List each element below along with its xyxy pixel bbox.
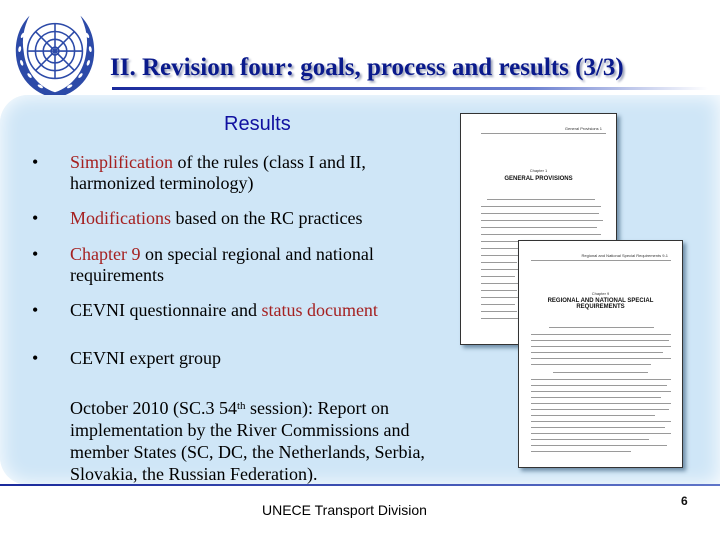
results-heading: Results	[224, 113, 291, 135]
doc-text-line	[487, 199, 595, 200]
doc-text-line	[531, 397, 661, 398]
doc-text-line	[531, 409, 669, 410]
page-number: 6	[681, 494, 688, 508]
doc-text-line	[531, 445, 667, 446]
doc-heading: GENERAL PROVISIONS	[504, 176, 573, 182]
bullet-rest: on special regional and national requirements	[70, 244, 374, 285]
slide-title: II. Revision four: goals, process and results (3/3)	[110, 54, 624, 81]
bullet-dot: •	[32, 152, 39, 172]
doc-text-line	[481, 234, 601, 235]
doc-text-line	[481, 248, 521, 249]
bullet-text	[70, 348, 450, 369]
bullet-text	[70, 244, 450, 286]
doc-text-line	[531, 346, 671, 347]
footer-text: UNECE Transport Division	[262, 502, 427, 518]
doc-text-line	[531, 427, 665, 428]
doc-text-line	[531, 340, 669, 341]
doc-text-line	[531, 403, 671, 404]
doc-text-line	[531, 421, 671, 422]
doc-text-line	[531, 451, 631, 452]
doc-text-line	[481, 213, 599, 214]
bullet-prefix: CEVNI questionnaire and	[70, 300, 262, 320]
doc-text-line	[481, 255, 519, 256]
doc-text-line	[481, 206, 601, 207]
doc-text-line	[481, 276, 515, 277]
doc-text-line	[481, 220, 603, 221]
bullet-dot: •	[32, 244, 39, 264]
doc-text-line	[531, 364, 651, 365]
doc-text-line	[531, 385, 667, 386]
doc-header: General Provisions 1	[564, 126, 602, 131]
doc-text-line	[481, 297, 521, 298]
bullet-highlight: Chapter 9	[70, 244, 141, 264]
footer-rule	[0, 484, 720, 486]
doc-text-line	[481, 269, 521, 270]
note-before: October 2010 (SC.3 54	[70, 398, 237, 418]
doc-heading: REGIONAL AND NATIONAL SPECIAL REQUIREMENTS	[547, 298, 654, 310]
doc-rule	[531, 260, 671, 261]
doc-text-line	[549, 327, 654, 328]
doc-text-line	[481, 311, 517, 312]
doc-text-line	[531, 334, 671, 335]
bullet-highlight: Simplification	[70, 152, 173, 172]
doc-text-line	[553, 372, 648, 373]
doc-rule	[481, 133, 606, 134]
doc-text-line	[531, 358, 671, 359]
bullet-dot: •	[32, 348, 39, 368]
doc-chapter: Chapter 1	[529, 168, 548, 173]
doc-text-line	[531, 439, 649, 440]
doc-header: Regional and National Special Requirements 9-1	[581, 253, 668, 258]
note-after: session): Report on implementation by the River Commissions and member States (SC, DC, the Netherlands, Serbia, Slovakia, the Russian Federation).	[70, 398, 425, 484]
doc-text-line	[481, 283, 519, 284]
doc-text-line	[531, 415, 655, 416]
document-thumbnail-chapter-9	[518, 240, 683, 468]
doc-text-line	[481, 227, 597, 228]
bullet-dot: •	[32, 208, 39, 228]
doc-text-line	[481, 318, 519, 319]
bullet-text	[70, 208, 450, 229]
bullet-highlight: status document	[261, 300, 378, 320]
bullet-text	[70, 300, 450, 321]
doc-chapter: Chapter 9	[591, 291, 610, 296]
doc-text-line	[531, 433, 671, 434]
bullet-text	[70, 152, 450, 194]
doc-text-line	[481, 290, 517, 291]
title-underline	[112, 87, 708, 90]
doc-text-line	[481, 304, 515, 305]
bullet-highlight: Modifications	[70, 208, 171, 228]
doc-text-line	[481, 262, 517, 263]
doc-text-line	[531, 379, 671, 380]
un-emblem-logo	[6, 6, 104, 104]
bullet-rest: of the rules (class I and II, harmonized terminology)	[70, 152, 366, 193]
doc-text-line	[531, 352, 663, 353]
expert-group-note	[70, 397, 450, 485]
doc-text-line	[531, 391, 671, 392]
bullet-prefix: CEVNI expert group	[70, 348, 221, 368]
bullet-rest: based on the RC practices	[171, 208, 363, 228]
bullet-dot: •	[32, 300, 39, 320]
note-superscript: th	[236, 400, 246, 412]
